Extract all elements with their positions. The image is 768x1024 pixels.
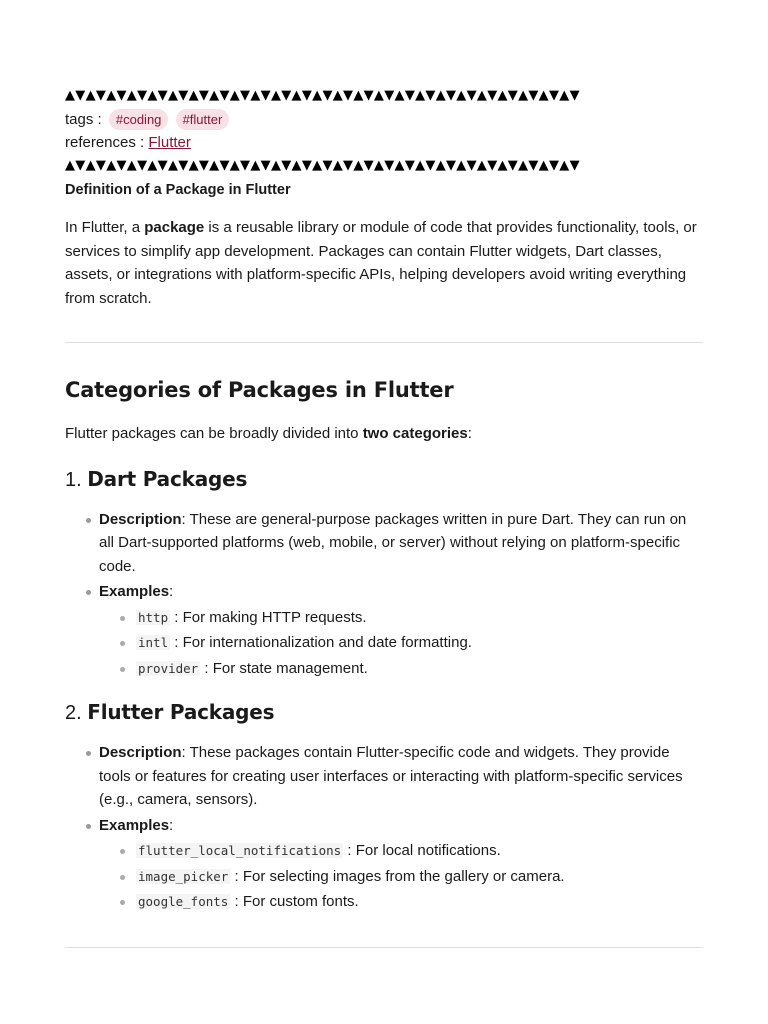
flutter-packages-list — [65, 741, 703, 915]
categories-lead — [65, 422, 703, 446]
flutter-examples-list — [99, 838, 703, 915]
code-intl: intl — [138, 635, 169, 650]
reference-link-flutter[interactable]: Flutter — [148, 134, 191, 151]
examples-label: Examples — [99, 816, 170, 834]
list-item — [136, 889, 703, 915]
section-heading-flutter-packages — [65, 699, 703, 726]
code-google-fonts: google_fonts — [138, 894, 229, 909]
references-label: references : — [65, 134, 149, 151]
example-text: : For state management. — [200, 659, 368, 677]
code-provider: provider — [138, 660, 199, 676]
dart-packages-list — [65, 508, 703, 682]
section-number: 1. — [65, 468, 88, 491]
list-item-examples — [99, 580, 703, 681]
example-text: : For internationalization and date formatting. — [170, 634, 472, 651]
tag-coding[interactable]: #coding — [109, 109, 169, 130]
examples-colon: : — [169, 816, 174, 834]
list-item — [136, 838, 703, 864]
triangle-divider-top: ▲▼▲▼▲▼▲▼▲▼▲▼▲▼▲▼▲▼▲▼▲▼▲▼▲▼▲▼▲▼▲▼▲▼▲▼▲▼▲▼▲▼▲▼▲▼▲▼▲▼ — [65, 88, 580, 103]
list-item-description — [99, 741, 703, 812]
description-label: Description — [99, 744, 182, 761]
tag-flutter[interactable]: #flutter — [176, 109, 230, 130]
intro-paragraph — [65, 216, 703, 310]
description-text: : These packages contain Flutter-specific code and widgets. They provide tools or features for creating user interfaces or interacting with platform-specific services (e.g., camera, sensors). — [99, 744, 683, 808]
tags-line — [65, 108, 703, 131]
code-flutter-local-notifications: flutter_local_notifications — [138, 843, 342, 858]
list-item — [136, 605, 703, 631]
example-text: : For local notifications. — [343, 842, 501, 859]
examples-colon: : — [169, 583, 174, 600]
example-text: : For making HTTP requests. — [170, 608, 367, 626]
lead-text-pre: Flutter packages can be broadly divided into — [65, 425, 363, 442]
definition-title: Definition of a Package in Flutter — [65, 182, 291, 198]
references-line — [65, 131, 703, 154]
description-label: Description — [99, 510, 182, 528]
dart-examples-list — [99, 605, 703, 682]
list-item-description — [99, 508, 703, 579]
intro-text-post: is a reusable library or module of code that provides functionality, tools, or services to simplify app development. Packages can contain Flutter widgets, Dart classes, assets, or integrations with platform-specific APIs, helping developers avoid writing everything from scratch. — [65, 219, 697, 307]
code-image-picker: image_picker — [138, 868, 229, 884]
section-title: Flutter Packages — [87, 700, 275, 724]
code-http: http — [138, 609, 169, 625]
section-number: 2. — [65, 702, 88, 724]
section-title: Dart Packages — [87, 466, 248, 491]
list-item-examples — [99, 814, 703, 915]
description-text: : These are general-purpose packages written in pure Dart. They can run on all Dart-supported platforms (web, mobile, or server) without relying on platform-specific code. — [99, 510, 687, 575]
categories-heading: Categories of Packages in Flutter — [65, 378, 454, 402]
lead-text-post: : — [467, 425, 472, 442]
list-item — [136, 656, 703, 682]
divider-2 — [65, 947, 703, 948]
intro-bold: package — [144, 219, 205, 236]
example-text: : For custom fonts. — [230, 893, 359, 910]
list-item — [136, 630, 703, 656]
lead-bold: two categories — [362, 425, 468, 442]
triangle-divider-bottom: ▲▼▲▼▲▼▲▼▲▼▲▼▲▼▲▼▲▼▲▼▲▼▲▼▲▼▲▼▲▼▲▼▲▼▲▼▲▼▲▼▲▼▲▼▲▼▲▼▲▼ — [65, 158, 580, 173]
divider-1 — [65, 342, 703, 343]
section-heading-dart-packages — [65, 466, 703, 493]
list-item — [136, 864, 703, 890]
example-text: : For selecting images from the gallery or camera. — [230, 867, 565, 885]
tags-label: tags : — [65, 111, 106, 128]
intro-text-pre: In Flutter, a — [65, 219, 145, 236]
examples-label: Examples — [99, 583, 170, 600]
